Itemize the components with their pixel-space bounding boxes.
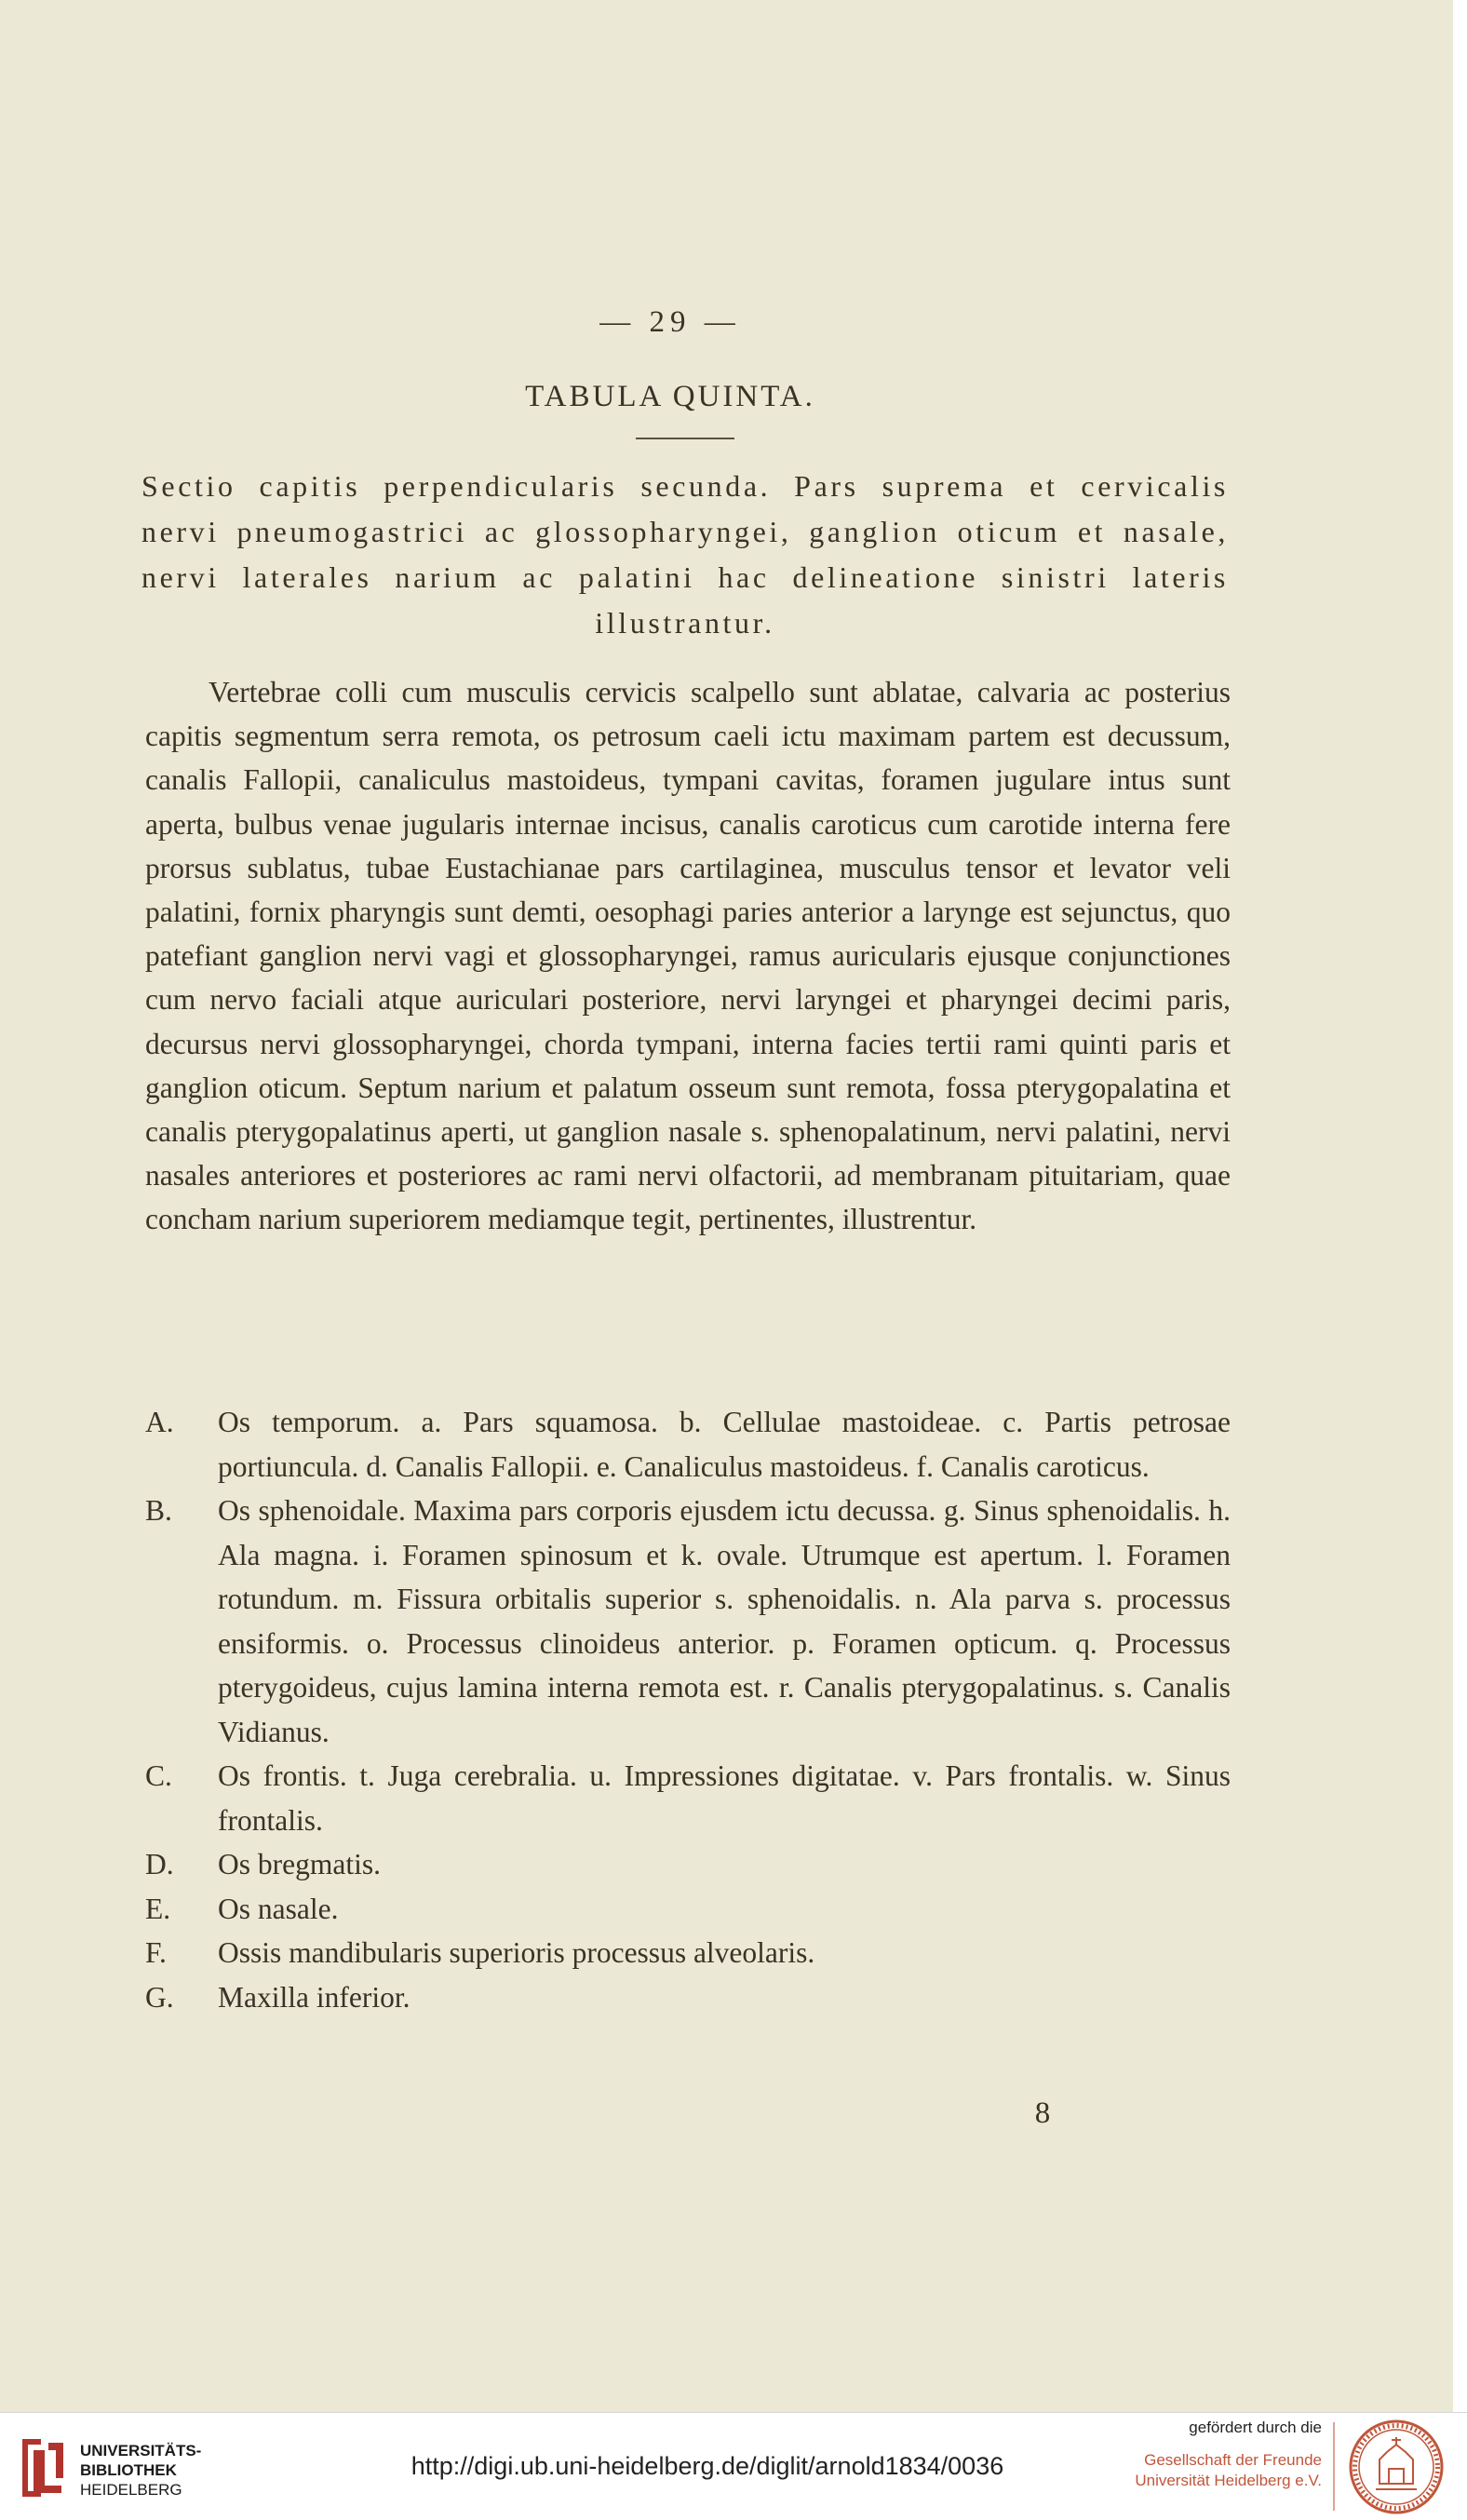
footer-bar — [0, 2412, 1467, 2520]
legend-text: Os temporum. a. Pars squamosa. b. Cellulae mastoideae. c. Partis petrosae portiuncula. d. Canalis Fallopii. e. Canaliculus mastoideus. f. Canalis caroticus. — [218, 1406, 1231, 1483]
legend-item — [145, 1887, 1231, 1932]
legend-item — [145, 1754, 1231, 1842]
page-title: TABULA QUINTA. — [525, 380, 815, 413]
library-logo-icon[interactable] — [13, 2433, 73, 2507]
legend-text: Os frontis. t. Juga cerebralia. u. Impressiones digitatae. v. Pars frontalis. w. Sinus frontalis. — [218, 1759, 1231, 1837]
legend-letter: B. — [145, 1494, 172, 1527]
body-paragraph: Vertebrae colli cum musculis cervicis scalpello sunt ablatae, calvaria ac posterius capitis segmentum serra remota, os petrosum caeli ictu maximam partem est decussum, canalis Fallopii, canaliculus mastoideus, tympani cavitas, foramen jugulare intus sunt aperta, bulbus venae jugularis internae incisus, canalis caroticus cum carotide interna fere prorsus sublatus, tubae Eustachianae pars cartilaginea, musculus tensor et levator veli palatini, fornix pharyngis sunt demti, oesophagi paries anterior a larynge est sejunctus, quo patefiant ganglion nervi vagi et glossopharyngei, ramus auricularis ejusque conjunctiones cum nervo faciali atque auriculari posteriore, nervi laryngei et pharyngei decimi paris, decursus nervi glossopharyngei, chorda tympani, interna facies tertii rami quinti paris et ganglion oticum. Septum narium et palatum osseum sunt remota, fossa pterygopalatina et canalis pterygopalatinus aperti, ut ganglion nasale s. sphenopalatinum, nervi palatini, nervi nasales anteriores et posteriores ac rami nervi olfactorii, ad membranam pituitariam, quae concham narium superiorem mediamque tegit, pertinentes, illustrentur. — [145, 676, 1231, 1236]
legend-letter: G. — [145, 1980, 174, 2014]
legend-text: Ossis mandibularis superioris processus alveolaris. — [218, 1936, 815, 1969]
society-line: Gesellschaft der Freunde — [1144, 2451, 1322, 2469]
page-number: — 29 — — [599, 305, 741, 339]
page-edge — [1453, 0, 1467, 2412]
legend-letter: F. — [145, 1936, 167, 1969]
legend-text: Os nasale. — [218, 1892, 339, 1925]
intro-paragraph: Sectio capitis perpendicularis secunda. Pars suprema et cervicalis nervi pneumogastrici ac glossopharyngei, ganglion oticum et nasale, nervi laterales narium ac palatini hac delineatione sinistri lateris illustrantur. — [141, 469, 1229, 640]
legend-letter: C. — [145, 1759, 172, 1792]
legend-list — [145, 1400, 1231, 2019]
university-seal-icon[interactable] — [1348, 2419, 1445, 2520]
legend-item — [145, 1842, 1231, 1887]
legend-text: Os bregmatis. — [218, 1848, 381, 1880]
society-line: Universität Heidelberg e.V. — [1135, 2472, 1322, 2489]
title-divider — [636, 438, 734, 439]
legend-text: Os sphenoidale. Maxima pars corporis ejusdem ictu decussa. g. Sinus sphenoidalis. h. Ala magna. i. Foramen spinosum et k. ovale. Utrumque est apertum. l. Foramen rotundum. m. Fissura orbitalis superior s. sphenoidalis. n. Ala parva s. processus ensiformis. o. Processus clinoideus anterior. p. Foramen opticum. q. Processus pterygoideus, cujus lamina interna remota est. r. Canalis pterygopalatinus. s. Canalis Vidianus. — [218, 1494, 1231, 1748]
funded-by-label: gefördert durch die — [1189, 2419, 1322, 2436]
legend-item — [145, 1489, 1231, 1754]
footer-divider — [1333, 2422, 1335, 2511]
legend-letter: D. — [145, 1848, 174, 1880]
legend-text: Maxilla inferior. — [218, 1980, 410, 2014]
legend-letter: A. — [145, 1406, 174, 1438]
permalink-url[interactable]: http://digi.ub.uni-heidelberg.de/diglit/arnold1834/0036 — [410, 2452, 1004, 2480]
legend-item — [145, 1931, 1231, 1975]
society-name[interactable] — [1098, 2450, 1322, 2491]
legend-item — [145, 1400, 1231, 1489]
library-name-line: HEIDELBERG — [80, 2481, 182, 2499]
library-name-line: UNIVERSITÄTS- — [80, 2442, 202, 2459]
signature-mark: 8 — [1034, 2096, 1051, 2130]
legend-item — [145, 1975, 1231, 2020]
library-name[interactable] — [80, 2441, 201, 2500]
legend-letter: E. — [145, 1892, 171, 1925]
library-name-line: BIBLIOTHEK — [80, 2461, 177, 2479]
